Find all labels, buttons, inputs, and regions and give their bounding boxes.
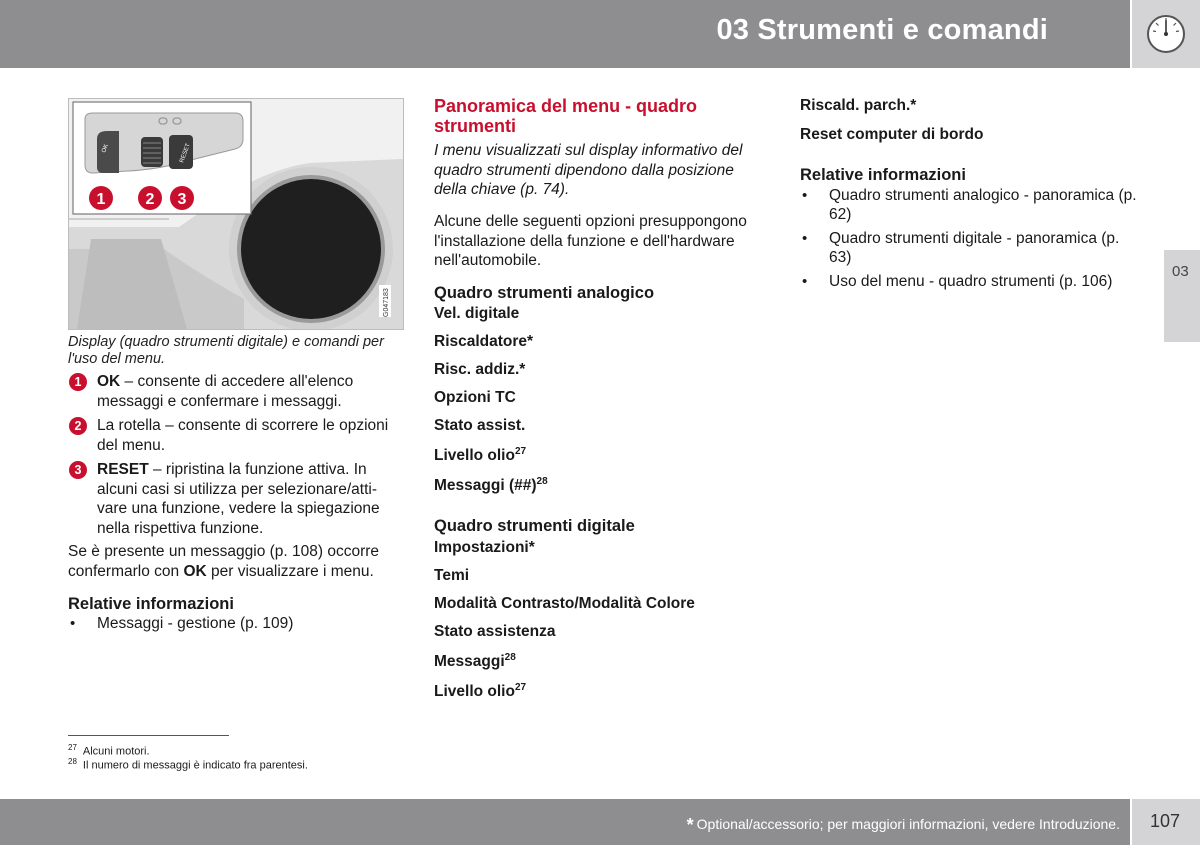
note-text-end: per visualizzare i menu. (206, 562, 374, 580)
item-label: Stato assistenza (434, 623, 556, 640)
left-related-list (68, 615, 398, 640)
header-bar (0, 0, 1130, 68)
footnote-number: 27 (68, 743, 77, 752)
footer-bar (0, 799, 1130, 845)
speedometer-icon-box (1132, 0, 1200, 68)
footnote-ref[interactable]: 27 (514, 446, 527, 457)
item-keyword: OK (97, 373, 121, 390)
footnote-text: Il numero di messaggi è indicato fra parentesi. (82, 759, 308, 772)
related-link[interactable]: • Quadro strumenti analogico - panoramica (p. 62) (800, 187, 1140, 224)
item-label: Vel. digitale (434, 305, 520, 322)
item-keyword: RESET (97, 461, 149, 478)
digital-menu-item (434, 652, 516, 671)
ok-label: OK (101, 143, 110, 154)
page-number: 107 (1150, 811, 1181, 831)
analog-menu-item (434, 305, 519, 323)
footnote-ref[interactable]: 28 (536, 476, 548, 487)
digital-menu-item (434, 623, 555, 641)
marker-2-label: 2 (145, 191, 155, 208)
related-link[interactable]: • Quadro strumenti digitale - panoramica (p. 63) (800, 230, 1140, 267)
right-related-heading: Relative informazioni (800, 166, 966, 184)
page-number-box (1132, 799, 1200, 845)
section-note: Alcune delle seguenti opzioni presuppongono l'installazione della funzione e dell'hardware nell'automobile. (434, 213, 747, 269)
digital-heading: Quadro strumenti digitale (434, 517, 635, 535)
digital-menu-item (434, 682, 526, 701)
right-menu-item: Riscald. parch.* (800, 97, 917, 114)
related-link[interactable]: • Messaggi - gestione (p. 109) (68, 615, 398, 634)
chapter-title: 03 Strumenti e comandi (716, 14, 1048, 46)
digital-menu-item (434, 539, 535, 557)
item-label: Opzioni TC (434, 389, 516, 406)
footnote-ref[interactable]: 28 (504, 652, 516, 663)
item-label: Riscaldatore* (434, 333, 534, 350)
instrument-illustration (69, 99, 403, 329)
marker-3-label: 3 (177, 191, 187, 208)
chapter-tab-label: 03 (1172, 263, 1189, 280)
item-label: Temi (434, 567, 470, 584)
figure-code: G047183 (383, 288, 390, 317)
item-label: Livello olio (434, 683, 515, 701)
item-text: La rotella – consente di scorrere le opzioni del menu. (97, 417, 389, 454)
analog-heading: Quadro strumenti analogico (434, 284, 655, 302)
optional-note-text: Optional/accessorio; per maggiori informazioni, vedere Introduzione. (696, 816, 1120, 832)
number-badge: 3 (69, 461, 87, 479)
optional-note (687, 815, 1120, 836)
item-label: Risc. addiz.* (434, 361, 526, 378)
optional-star: * (686, 815, 694, 835)
note-keyword: OK (183, 562, 207, 580)
right-menu-item: Reset computer di bordo (800, 126, 984, 143)
message-note (68, 542, 398, 581)
figure-caption: Display (quadro strumenti digitale) e comandi per l'uso del menu. (68, 334, 384, 367)
list-item (68, 416, 398, 455)
marker-1-label: 1 (96, 191, 106, 208)
related-link[interactable]: • Uso del menu - quadro strumenti (p. 106) (800, 273, 1140, 292)
left-related-heading: Relative informazioni (68, 595, 234, 613)
analog-menu-item (434, 389, 516, 407)
item-label: Stato assist. (434, 417, 526, 434)
analog-menu-item (434, 333, 533, 351)
item-text: – consente di accedere all'elenco messaggi e confermare i messaggi. (97, 373, 354, 410)
footnote (68, 755, 308, 773)
analog-menu-item (434, 446, 526, 465)
digital-menu-item (434, 595, 695, 613)
footnote-number: 28 (68, 757, 77, 766)
section-intro: I menu visualizzati sul display informativo del quadro strumenti dipendono dalla posizione della chiave (p. 74). (434, 142, 743, 198)
analog-menu-item (434, 417, 525, 435)
note-text: Se è presente un messaggio (p. 108) occorre confermarlo con (68, 543, 380, 580)
section-title: Panoramica del menu - quadro strumenti (434, 96, 698, 136)
item-label: Messaggi (##) (434, 477, 537, 495)
menu-overview-section (434, 96, 774, 136)
list-item (68, 460, 398, 538)
footnote-divider (68, 735, 229, 736)
item-label: Impostazioni* (434, 539, 535, 556)
chapter-tab[interactable] (1164, 250, 1200, 342)
footnote-text: Alcuni motori. (82, 745, 150, 758)
footnote-ref[interactable]: 27 (514, 682, 527, 693)
list-item (68, 372, 398, 411)
right-related-list (800, 187, 1140, 298)
number-badge: 2 (69, 417, 87, 435)
numbered-list (68, 372, 398, 543)
reset-label: RESET (179, 142, 192, 164)
number-badge: 1 (69, 373, 87, 391)
digital-menu-item (434, 567, 469, 585)
analog-menu-item (434, 476, 548, 495)
item-label: Modalità Contrasto/Modalità Colore (434, 595, 695, 612)
item-label: Messaggi (434, 653, 505, 671)
speedometer-icon (1132, 0, 1200, 68)
item-text: – ripristina la funzione attiva. In alcuni casi si utilizza per selezionare/atti-vare una funzione, vedere la spiegazione nella rispettiva funzione. (97, 461, 380, 537)
item-label: Livello olio (434, 447, 515, 465)
controls-figure (68, 98, 404, 330)
analog-menu-item (434, 361, 525, 379)
